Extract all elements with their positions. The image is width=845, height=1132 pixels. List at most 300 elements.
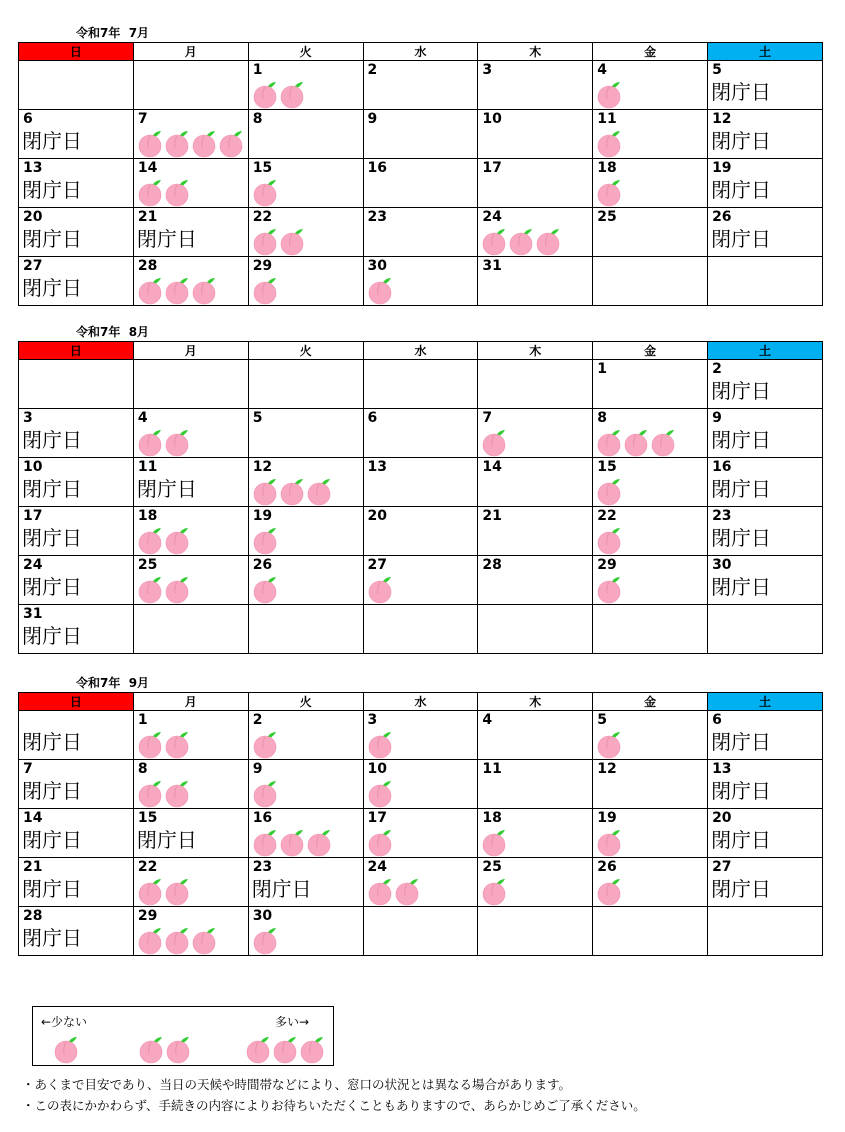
day-number: 2 xyxy=(712,361,722,377)
peach-icon xyxy=(164,427,191,457)
day-cell xyxy=(478,61,593,110)
day-number: 28 xyxy=(23,908,43,924)
day-number: 21 xyxy=(23,859,43,875)
peach-icon xyxy=(137,778,164,808)
day-cell xyxy=(19,409,134,458)
day-number: 31 xyxy=(23,606,43,622)
day-cell xyxy=(593,809,708,858)
day-cell xyxy=(708,605,823,654)
crowd-level-indicator xyxy=(481,226,562,256)
peach-icon xyxy=(367,778,394,808)
legend-level-2 xyxy=(138,1034,192,1068)
day-cell xyxy=(133,556,248,605)
weekday-header: 金 xyxy=(593,342,708,360)
day-number: 9 xyxy=(712,410,722,426)
day-cell xyxy=(478,409,593,458)
day-cell xyxy=(248,760,363,809)
closed-day-label: 閉庁日 xyxy=(22,877,82,901)
day-cell xyxy=(248,208,363,257)
peach-icon xyxy=(245,1034,272,1064)
weekday-header: 水 xyxy=(363,43,478,61)
day-cell xyxy=(248,809,363,858)
peach-icon xyxy=(164,876,191,906)
peach-icon xyxy=(508,226,535,256)
day-cell xyxy=(133,809,248,858)
weekday-header: 木 xyxy=(478,43,593,61)
day-cell xyxy=(19,760,134,809)
peach-icon xyxy=(596,827,623,857)
peach-icon xyxy=(137,876,164,906)
day-cell xyxy=(363,61,478,110)
day-cell xyxy=(478,257,593,306)
note-line: ・あくまで目安であり、当日の天候や時間帯などにより、窓口の状況とは異なる場合があります。 xyxy=(22,1077,572,1092)
crowd-level-indicator xyxy=(596,476,623,506)
crowd-level-indicator xyxy=(367,275,394,305)
month-title: 令和7年 8月 xyxy=(76,325,150,339)
day-cell xyxy=(133,458,248,507)
weekday-header: 木 xyxy=(478,693,593,711)
day-cell xyxy=(133,360,248,409)
closed-day-label: 閉庁日 xyxy=(22,526,82,550)
crowd-level-indicator xyxy=(137,275,218,305)
day-number: 20 xyxy=(712,810,732,826)
week-row xyxy=(19,556,823,605)
crowd-level-indicator xyxy=(596,177,623,207)
day-cell xyxy=(133,605,248,654)
day-number: 19 xyxy=(252,508,273,524)
day-number: 26 xyxy=(597,859,617,875)
day-number: 24 xyxy=(23,557,43,573)
day-number: 25 xyxy=(482,859,502,875)
day-cell xyxy=(19,711,134,760)
notes xyxy=(22,1074,646,1116)
day-number: 21 xyxy=(137,209,158,225)
peach-icon xyxy=(252,177,279,207)
day-cell xyxy=(708,556,823,605)
day-cell xyxy=(708,257,823,306)
weekday-header: 土 xyxy=(708,693,823,711)
day-cell xyxy=(478,208,593,257)
day-number: 26 xyxy=(252,557,273,573)
day-cell xyxy=(363,760,478,809)
day-number: 30 xyxy=(712,557,732,573)
peach-icon xyxy=(596,128,623,158)
day-cell xyxy=(248,907,363,956)
peach-icon xyxy=(164,925,191,955)
day-cell xyxy=(363,360,478,409)
peach-icon xyxy=(137,925,164,955)
day-number: 18 xyxy=(137,508,158,524)
crowd-level-indicator xyxy=(252,925,279,955)
day-number: 15 xyxy=(137,810,158,826)
peach-icon xyxy=(596,476,623,506)
weekday-header: 月 xyxy=(133,693,248,711)
day-cell xyxy=(478,809,593,858)
day-number: 6 xyxy=(23,111,33,127)
weekday-header-row xyxy=(19,342,823,360)
closed-day-label: 閉庁日 xyxy=(711,477,772,501)
closed-day-label: 閉庁日 xyxy=(22,730,82,754)
peach-icon xyxy=(367,574,394,604)
crowd-level-indicator xyxy=(137,128,245,158)
day-number: 2 xyxy=(367,62,378,78)
day-number: 3 xyxy=(367,712,378,728)
peach-icon xyxy=(252,226,279,256)
peach-icon xyxy=(535,226,562,256)
peach-icon xyxy=(367,827,394,857)
peach-icon xyxy=(279,827,306,857)
peach-icon xyxy=(272,1034,299,1064)
day-cell xyxy=(248,605,363,654)
crowd-level-indicator xyxy=(596,729,623,759)
week-row xyxy=(19,605,823,654)
peach-icon xyxy=(252,275,279,305)
crowd-level-indicator xyxy=(252,275,279,305)
day-cell xyxy=(708,458,823,507)
day-cell xyxy=(19,809,134,858)
day-cell xyxy=(363,458,478,507)
peach-icon xyxy=(252,574,279,604)
crowd-level-indicator xyxy=(596,128,623,158)
peach-icon xyxy=(252,925,279,955)
calendar-table xyxy=(18,692,823,956)
peach-icon xyxy=(138,1034,165,1064)
crowd-level-indicator xyxy=(596,876,623,906)
day-cell xyxy=(133,159,248,208)
day-cell xyxy=(708,409,823,458)
peach-icon xyxy=(164,574,191,604)
week-row xyxy=(19,507,823,556)
peach-icon xyxy=(137,574,164,604)
day-number: 23 xyxy=(367,209,388,225)
peach-icon xyxy=(306,476,333,506)
peach-icon xyxy=(137,729,164,759)
day-number: 10 xyxy=(23,459,43,475)
day-number: 27 xyxy=(367,557,388,573)
day-cell xyxy=(133,208,248,257)
peach-icon xyxy=(191,925,218,955)
day-cell xyxy=(478,556,593,605)
week-row xyxy=(19,458,823,507)
day-cell xyxy=(19,110,134,159)
peach-icon xyxy=(137,128,164,158)
day-cell xyxy=(133,907,248,956)
day-cell xyxy=(708,159,823,208)
day-cell xyxy=(593,858,708,907)
weekday-header: 木 xyxy=(478,342,593,360)
day-cell xyxy=(133,110,248,159)
peach-icon xyxy=(481,427,508,457)
day-cell xyxy=(19,360,134,409)
day-number: 21 xyxy=(482,508,502,524)
closed-day-label: 閉庁日 xyxy=(22,477,82,501)
peach-icon xyxy=(252,476,279,506)
weekday-header: 月 xyxy=(133,43,248,61)
day-cell xyxy=(248,458,363,507)
crowd-level-indicator xyxy=(596,427,677,457)
day-number: 28 xyxy=(482,557,502,573)
day-cell xyxy=(593,711,708,760)
month-title: 令和7年 9月 xyxy=(76,676,150,690)
day-number: 4 xyxy=(597,62,607,78)
day-cell xyxy=(478,760,593,809)
day-number: 5 xyxy=(712,62,722,78)
day-number: 14 xyxy=(482,459,502,475)
weekday-header: 日 xyxy=(19,693,134,711)
day-cell xyxy=(478,507,593,556)
day-number: 5 xyxy=(252,410,263,426)
day-cell xyxy=(363,257,478,306)
day-number: 20 xyxy=(23,209,43,225)
crowd-level-indicator xyxy=(252,79,306,109)
day-number: 11 xyxy=(597,111,617,127)
day-number: 8 xyxy=(252,111,263,127)
day-cell xyxy=(478,907,593,956)
day-cell xyxy=(19,208,134,257)
crowd-level-indicator xyxy=(137,427,191,457)
day-cell xyxy=(363,409,478,458)
day-cell xyxy=(593,605,708,654)
peach-icon xyxy=(596,876,623,906)
crowd-level-indicator xyxy=(137,778,191,808)
crowd-level-indicator xyxy=(252,177,279,207)
legend-level-1 xyxy=(53,1034,80,1068)
day-number: 9 xyxy=(252,761,263,777)
crowd-level-indicator xyxy=(137,925,218,955)
day-number: 17 xyxy=(367,810,388,826)
peach-icon xyxy=(164,525,191,555)
weekday-header: 水 xyxy=(363,693,478,711)
day-cell xyxy=(19,159,134,208)
week-row xyxy=(19,61,823,110)
week-row xyxy=(19,711,823,760)
day-number: 13 xyxy=(367,459,388,475)
weekday-header: 金 xyxy=(593,693,708,711)
day-cell xyxy=(19,556,134,605)
closed-day-label: 閉庁日 xyxy=(136,227,197,251)
day-cell xyxy=(593,907,708,956)
day-cell xyxy=(363,110,478,159)
day-cell xyxy=(593,409,708,458)
day-number: 3 xyxy=(23,410,33,426)
day-cell xyxy=(19,907,134,956)
day-cell xyxy=(478,605,593,654)
peach-icon xyxy=(596,729,623,759)
day-cell xyxy=(708,809,823,858)
week-row xyxy=(19,409,823,458)
legend-level-3 xyxy=(245,1034,326,1068)
day-number: 19 xyxy=(597,810,617,826)
day-number: 30 xyxy=(252,908,273,924)
day-cell xyxy=(478,360,593,409)
peach-icon xyxy=(299,1034,326,1064)
peach-icon xyxy=(596,574,623,604)
crowd-legend xyxy=(32,1006,334,1066)
closed-day-label: 閉庁日 xyxy=(711,828,772,852)
crowd-level-indicator xyxy=(252,476,333,506)
day-number: 16 xyxy=(252,810,273,826)
day-cell xyxy=(708,61,823,110)
day-cell xyxy=(133,257,248,306)
legend-few-label: ←少ない xyxy=(41,1015,88,1029)
day-cell xyxy=(248,159,363,208)
day-cell xyxy=(248,257,363,306)
day-number: 1 xyxy=(252,62,263,78)
closed-day-label: 閉庁日 xyxy=(22,828,82,852)
day-cell xyxy=(478,110,593,159)
day-cell xyxy=(363,208,478,257)
day-cell xyxy=(708,360,823,409)
closed-day-label: 閉庁日 xyxy=(22,624,82,648)
peach-icon xyxy=(137,177,164,207)
peach-icon xyxy=(164,729,191,759)
day-number: 30 xyxy=(367,258,388,274)
closed-day-label: 閉庁日 xyxy=(711,80,772,104)
day-cell xyxy=(363,605,478,654)
day-cell xyxy=(593,556,708,605)
day-cell xyxy=(133,61,248,110)
day-number: 9 xyxy=(367,111,378,127)
day-number: 22 xyxy=(252,209,273,225)
crowd-level-indicator xyxy=(252,574,279,604)
closed-day-label: 閉庁日 xyxy=(711,178,772,202)
day-number: 22 xyxy=(597,508,617,524)
peach-icon xyxy=(279,79,306,109)
day-cell xyxy=(363,809,478,858)
day-cell xyxy=(708,907,823,956)
day-cell xyxy=(248,711,363,760)
peach-icon xyxy=(252,729,279,759)
day-cell xyxy=(593,760,708,809)
day-cell xyxy=(133,760,248,809)
peach-icon xyxy=(137,427,164,457)
crowd-level-indicator xyxy=(252,226,306,256)
peach-icon xyxy=(165,1034,192,1064)
day-number: 7 xyxy=(23,761,33,777)
day-cell xyxy=(708,858,823,907)
day-number: 14 xyxy=(137,160,158,176)
day-number: 13 xyxy=(23,160,43,176)
day-number: 18 xyxy=(482,810,502,826)
day-number: 29 xyxy=(137,908,158,924)
crowd-level-indicator xyxy=(481,876,508,906)
weekday-header: 日 xyxy=(19,342,134,360)
peach-icon xyxy=(596,427,623,457)
day-number: 4 xyxy=(482,712,493,728)
peach-icon xyxy=(481,226,508,256)
day-number: 15 xyxy=(252,160,273,176)
day-number: 27 xyxy=(712,859,732,875)
weekday-header-row xyxy=(19,43,823,61)
day-cell xyxy=(593,507,708,556)
day-number: 6 xyxy=(367,410,378,426)
day-number: 12 xyxy=(252,459,273,475)
calendar-table xyxy=(18,42,823,306)
day-number: 26 xyxy=(712,209,732,225)
day-number: 8 xyxy=(597,410,607,426)
day-number: 10 xyxy=(367,761,388,777)
day-number: 6 xyxy=(712,712,722,728)
peach-icon xyxy=(191,128,218,158)
closed-day-label: 閉庁日 xyxy=(711,730,772,754)
week-row xyxy=(19,110,823,159)
day-number: 28 xyxy=(137,258,158,274)
day-cell xyxy=(708,507,823,556)
closed-day-label: 閉庁日 xyxy=(22,428,82,452)
peach-icon xyxy=(279,226,306,256)
day-cell xyxy=(708,711,823,760)
day-number: 29 xyxy=(252,258,273,274)
day-number: 18 xyxy=(597,160,617,176)
day-number: 14 xyxy=(23,810,43,826)
day-cell xyxy=(248,409,363,458)
day-number: 17 xyxy=(23,508,43,524)
peach-icon xyxy=(164,128,191,158)
day-cell xyxy=(708,110,823,159)
day-cell xyxy=(248,858,363,907)
peach-icon xyxy=(481,827,508,857)
closed-day-label: 閉庁日 xyxy=(22,575,82,599)
day-cell xyxy=(248,556,363,605)
day-number: 17 xyxy=(482,160,502,176)
day-number: 12 xyxy=(712,111,732,127)
crowd-level-indicator xyxy=(367,778,394,808)
day-cell xyxy=(363,711,478,760)
day-number: 24 xyxy=(367,859,388,875)
day-number: 24 xyxy=(482,209,502,225)
crowd-level-indicator xyxy=(137,876,191,906)
day-cell xyxy=(248,507,363,556)
weekday-header: 水 xyxy=(363,342,478,360)
crowd-level-indicator xyxy=(252,729,279,759)
day-number: 3 xyxy=(482,62,493,78)
crowd-level-indicator xyxy=(596,525,623,555)
closed-day-label: 閉庁日 xyxy=(22,129,82,153)
peach-icon xyxy=(164,275,191,305)
crowd-level-indicator xyxy=(137,729,191,759)
peach-icon xyxy=(252,778,279,808)
day-cell xyxy=(133,711,248,760)
peach-icon xyxy=(367,275,394,305)
crowd-level-indicator xyxy=(252,778,279,808)
calendar-table xyxy=(18,341,823,654)
day-number: 4 xyxy=(137,410,148,426)
day-number: 11 xyxy=(482,761,502,777)
closed-day-label: 閉庁日 xyxy=(711,428,772,452)
week-row xyxy=(19,858,823,907)
week-row xyxy=(19,159,823,208)
peach-icon xyxy=(252,525,279,555)
peach-icon xyxy=(137,525,164,555)
peach-icon xyxy=(137,275,164,305)
day-number: 13 xyxy=(712,761,732,777)
crowd-level-indicator xyxy=(137,574,191,604)
peach-icon xyxy=(252,827,279,857)
weekday-header: 火 xyxy=(248,693,363,711)
week-row xyxy=(19,907,823,956)
month-title: 令和7年 7月 xyxy=(76,26,150,40)
day-cell xyxy=(19,858,134,907)
day-number: 31 xyxy=(482,258,502,274)
peach-icon xyxy=(367,729,394,759)
day-cell xyxy=(19,458,134,507)
legend-many-label: 多い→ xyxy=(275,1015,310,1029)
day-cell xyxy=(708,760,823,809)
day-number: 1 xyxy=(597,361,607,377)
peach-icon xyxy=(191,275,218,305)
day-cell xyxy=(593,110,708,159)
day-cell xyxy=(19,61,134,110)
